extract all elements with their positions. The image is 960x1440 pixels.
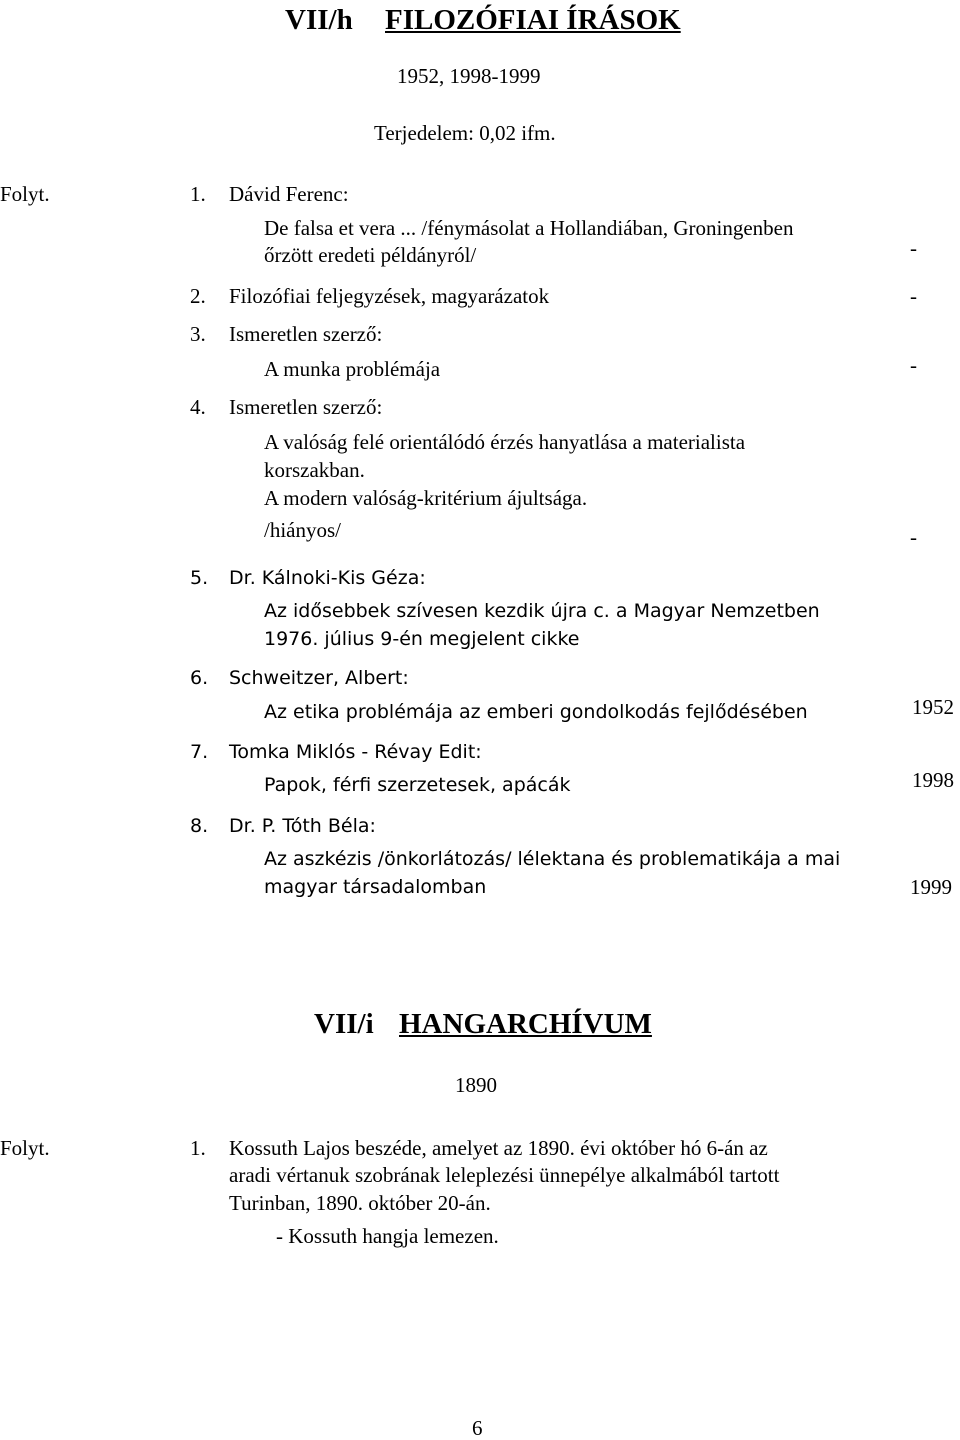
item-date: - <box>910 353 917 377</box>
item-author: Schweitzer, Albert: <box>229 667 409 689</box>
item-title-line: magyar társadalomban <box>264 876 487 898</box>
section-dates: 1952, 1998-1999 <box>397 64 541 88</box>
folyt-label: Folyt. <box>0 182 50 206</box>
item-note: - Kossuth hangja lemezen. <box>276 1224 499 1248</box>
item-text-line: aradi vértanuk szobrának leleplezési ünnepélye alkalmából tartott <box>229 1163 780 1187</box>
item-title-line: Az etika problémája az emberi gondolkodás fejlődésében <box>264 701 808 723</box>
item-date: 1999 <box>910 875 952 899</box>
section-code: VII/h <box>285 4 353 36</box>
item-title-line: 1976. július 9-én megjelent cikke <box>264 628 580 650</box>
item-author: Dr. Kálnoki-Kis Géza: <box>229 567 426 589</box>
item-title: Filozófiai feljegyzések, magyarázatok <box>229 284 550 308</box>
item-number: 1. <box>190 1136 206 1160</box>
item-author: Dr. P. Tóth Béla: <box>229 815 376 837</box>
item-author: Ismeretlen szerző: <box>229 395 383 419</box>
item-date: - <box>910 284 917 308</box>
item-title-line: A valóság felé orientálódó érzés hanyatlása a materialista <box>264 430 746 454</box>
section-dates: 1890 <box>455 1073 497 1097</box>
item-date: 1998 <box>912 768 954 792</box>
item-text-line: Kossuth Lajos beszéde, amelyet az 1890. évi október hó 6-án az <box>229 1136 768 1160</box>
item-author: Dávid Ferenc: <box>229 182 349 206</box>
item-title-line: A munka problémája <box>264 357 441 381</box>
item-title-line: őrzött eredeti példányról/ <box>264 243 477 267</box>
page-number: 6 <box>472 1416 483 1440</box>
item-title-line: Papok, férfi szerzetesek, apácák <box>264 774 571 796</box>
item-text-line: Turinban, 1890. október 20-án. <box>229 1191 491 1215</box>
item-title-line: korszakban. <box>264 458 365 482</box>
item-date: - <box>910 236 917 260</box>
section-title: FILOZÓFIAI ÍRÁSOK <box>385 4 681 36</box>
item-title-line: A modern valóság-kritérium ájultsága. <box>264 486 588 510</box>
item-author: Tomka Miklós - Révay Edit: <box>229 741 482 763</box>
section-title: HANGARCHÍVUM <box>399 1008 652 1040</box>
item-title-line: Az idősebbek szívesen kezdik újra c. a Magyar Nemzetben <box>264 600 820 622</box>
item-author: Ismeretlen szerző: <box>229 322 383 346</box>
item-number: 4. <box>190 395 206 419</box>
section-extent: Terjedelem: 0,02 ifm. <box>374 121 556 145</box>
item-date: - <box>910 525 917 549</box>
item-date: 1952 <box>912 695 954 719</box>
item-number: 1. <box>190 182 206 206</box>
item-number: 6. <box>190 667 209 689</box>
section-code: VII/i <box>314 1008 374 1040</box>
item-number: 3. <box>190 322 206 346</box>
folyt-label: Folyt. <box>0 1136 50 1160</box>
item-number: 5. <box>190 567 209 589</box>
item-number: 2. <box>190 284 206 308</box>
item-number: 7. <box>190 741 209 763</box>
item-number: 8. <box>190 815 209 837</box>
item-title-line: De falsa et vera ... /fénymásolat a Hollandiában, Groningenben <box>264 216 794 240</box>
item-title-line: /hiányos/ <box>264 518 341 542</box>
item-title-line: Az aszkézis /önkorlátozás/ lélektana és problematikája a mai <box>264 848 841 870</box>
